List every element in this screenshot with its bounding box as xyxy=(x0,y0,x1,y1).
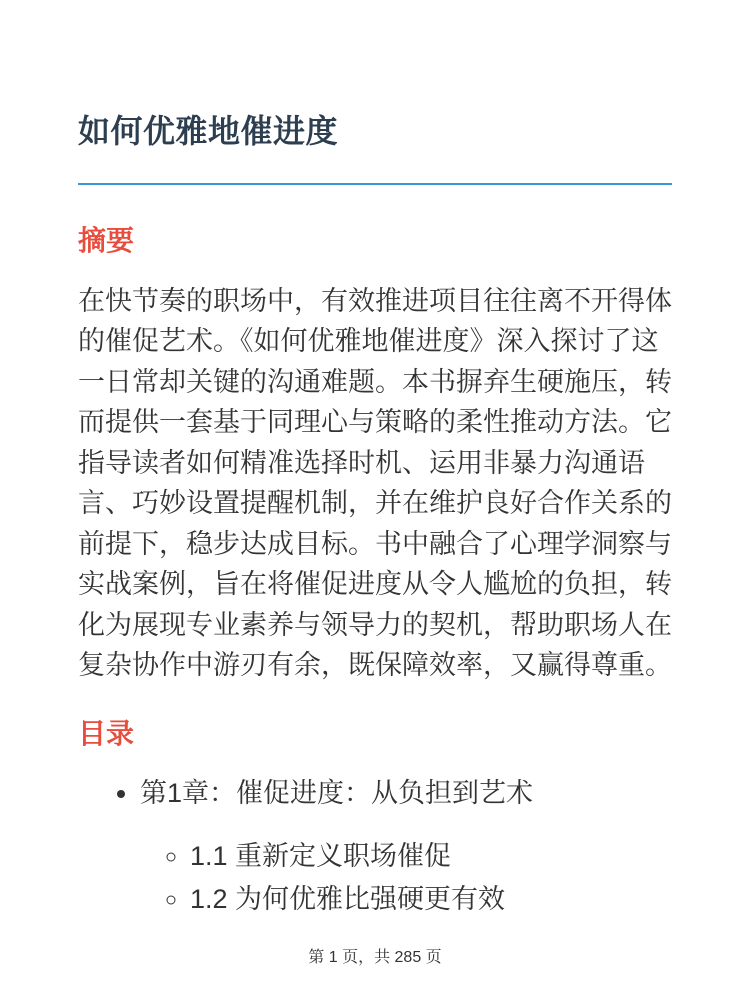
toc-heading: 目录 xyxy=(78,717,135,749)
toc-chapter-label: 第1章：催促进度：从负担到艺术 xyxy=(140,778,534,809)
page-title: 如何优雅地催进度 xyxy=(78,113,339,149)
toc-sublist xyxy=(140,836,672,920)
toc-chapter-item xyxy=(140,773,672,920)
toc-section-item xyxy=(190,836,672,877)
abstract-paragraph: 在快节奏的职场中，有效推进项目往往离不开得体的催促艺术。《如何优雅地催进度》深入探讨了这一日常却关键的沟通难题。本书摒弃生硬施压，转而提供一套基于同理心与策略的柔性推动方法。它指导读者如何精准选择时机、运用非暴力沟通语言、巧妙设置提醒机制，并在维护良好合作关系的前提下，稳步达成目标。书中融合了心理学洞察与实战案例，旨在将催促进度从令人尴尬的负担，转化为展现专业素养与领导力的契机，帮助职场人在复杂协作中游刃有余，既保障效率，又赢得尊重。 xyxy=(78,285,672,681)
toc-section-label: 1.1 重新定义职场催促 xyxy=(190,840,452,871)
toc-list xyxy=(78,773,672,920)
toc-section-item xyxy=(190,879,672,920)
toc-section-label: 1.2 为何优雅比强硬更有效 xyxy=(190,884,506,915)
page-number-footer: 第 1 页，共 285 页 xyxy=(308,948,442,966)
title-divider xyxy=(78,183,672,185)
abstract-heading: 摘要 xyxy=(78,224,135,256)
